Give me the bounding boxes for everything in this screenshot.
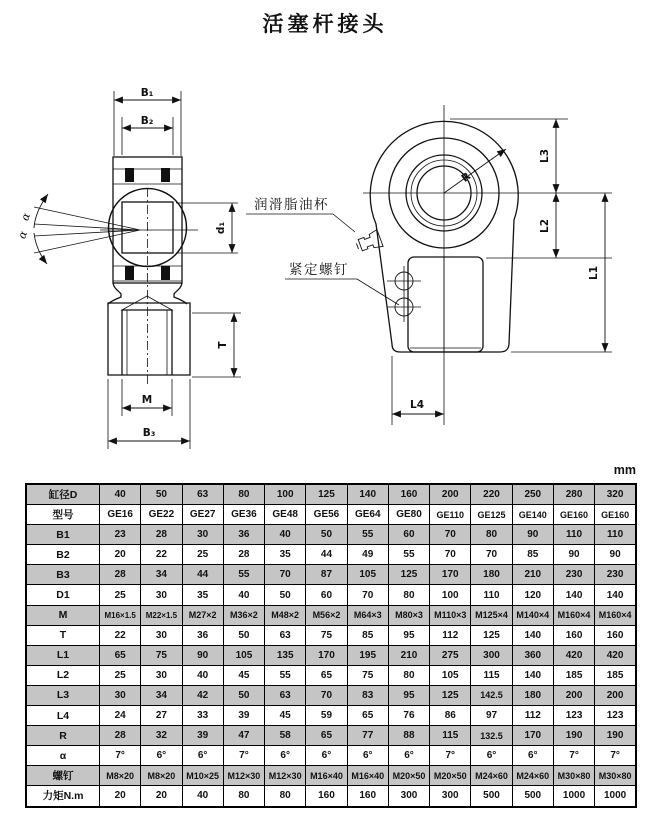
seal	[125, 168, 134, 182]
table-cell: 180	[512, 685, 553, 705]
table-cell: 95	[388, 625, 429, 645]
table-cell: 39	[182, 726, 223, 746]
table-cell: M20×50	[430, 766, 471, 786]
table-cell: 50	[223, 685, 264, 705]
table-cell: 6°	[471, 746, 512, 766]
table-cell: 112	[430, 625, 471, 645]
dim-label-l4: L4	[410, 399, 424, 411]
row-label: α	[26, 746, 100, 766]
table-cell: 97	[471, 706, 512, 726]
table-cell: 75	[141, 645, 182, 665]
table-row	[26, 605, 636, 625]
table-cell: 142.5	[471, 685, 512, 705]
table-cell: 160	[595, 625, 636, 645]
table-cell: 28	[141, 525, 182, 545]
table-cell: 50	[306, 525, 347, 545]
table-cell: 80	[388, 585, 429, 605]
table-cell: 25	[182, 545, 223, 565]
table-cell: 63	[265, 625, 306, 645]
table-cell: 50	[265, 585, 306, 605]
table-cell: 33	[182, 706, 223, 726]
table-cell: 70	[471, 545, 512, 565]
table-cell: 30	[182, 525, 223, 545]
table-cell: 76	[388, 706, 429, 726]
table-cell: 70	[306, 685, 347, 705]
row-label: L1	[26, 645, 100, 665]
table-cell: 34	[141, 565, 182, 585]
table-cell: 180	[471, 565, 512, 585]
table-cell: GE16	[100, 505, 141, 525]
table-cell: 60	[306, 585, 347, 605]
table-cell: 125	[430, 685, 471, 705]
table-cell: 34	[141, 685, 182, 705]
row-label: L3	[26, 685, 100, 705]
table-cell: M48×2	[265, 605, 306, 625]
table-cell: 20	[141, 786, 182, 807]
swing-angle	[15, 194, 140, 264]
table-cell: 49	[347, 545, 388, 565]
table-cell: 32	[141, 726, 182, 746]
table-cell: 300	[430, 786, 471, 807]
table-cell: 140	[595, 585, 636, 605]
table-row	[26, 786, 636, 807]
table-cell: 44	[306, 545, 347, 565]
table-cell: 105	[347, 565, 388, 585]
table-cell: M24×60	[471, 766, 512, 786]
table-cell: 36	[223, 525, 264, 545]
table-cell: 86	[430, 706, 471, 726]
table-cell: 40	[182, 665, 223, 685]
table-cell: 90	[595, 545, 636, 565]
dim-label-alpha-lower: α	[15, 229, 31, 241]
set-screw-callout: 紧定螺钉	[289, 262, 349, 277]
table-cell: 110	[471, 585, 512, 605]
table-cell: GE125	[471, 505, 512, 525]
table-cell: 170	[430, 565, 471, 585]
table-cell: 70	[430, 525, 471, 545]
table-cell: 125	[306, 484, 347, 505]
table-cell: 190	[595, 726, 636, 746]
row-label: B3	[26, 565, 100, 585]
table-cell: 55	[388, 545, 429, 565]
table-cell: 50	[223, 625, 264, 645]
table-cell: 65	[100, 645, 141, 665]
table-cell: 420	[595, 645, 636, 665]
table-cell: 90	[512, 525, 553, 545]
table-cell: 250	[512, 484, 553, 505]
table-cell: 87	[306, 565, 347, 585]
table-cell: 105	[223, 645, 264, 665]
table-cell: 50	[141, 484, 182, 505]
dim-label-d1: d₁	[215, 221, 227, 235]
table-cell: GE160	[595, 505, 636, 525]
table-row	[26, 625, 636, 645]
table-cell: M12×30	[265, 766, 306, 786]
table-cell: 25	[100, 585, 141, 605]
table-cell: 200	[595, 685, 636, 705]
table-cell: 7°	[430, 746, 471, 766]
row-label: 力矩N.m	[26, 786, 100, 807]
table-cell: GE56	[306, 505, 347, 525]
leader-line	[357, 279, 399, 305]
table-cell: 6°	[306, 746, 347, 766]
table-cell: M8×20	[141, 766, 182, 786]
table-cell: 75	[347, 665, 388, 685]
seal	[161, 266, 170, 280]
table-cell: M160×4	[553, 605, 594, 625]
row-label: D1	[26, 585, 100, 605]
table-cell: 190	[553, 726, 594, 746]
table-cell: 90	[182, 645, 223, 665]
row-label: L4	[26, 706, 100, 726]
table-cell: 140	[512, 665, 553, 685]
table-cell: 6°	[265, 746, 306, 766]
clamp-block	[408, 257, 483, 352]
table-cell: 20	[100, 786, 141, 807]
table-cell: 6°	[141, 746, 182, 766]
table-cell: 28	[100, 565, 141, 585]
table-cell: M24×60	[512, 766, 553, 786]
table-cell: 280	[553, 484, 594, 505]
table-row	[26, 484, 636, 505]
table-cell: M16×1.5	[100, 605, 141, 625]
table-cell: 70	[430, 545, 471, 565]
table-cell: 30	[141, 585, 182, 605]
table-cell: 140	[553, 585, 594, 605]
dim-label-l2: L2	[539, 219, 551, 233]
table-cell: GE140	[512, 505, 553, 525]
table-cell: 35	[182, 585, 223, 605]
table-cell: M110×3	[430, 605, 471, 625]
table-cell: 123	[595, 706, 636, 726]
table-cell: 42	[182, 685, 223, 705]
table-cell: 40	[265, 525, 306, 545]
table-cell: 22	[141, 545, 182, 565]
table-cell: 36	[182, 625, 223, 645]
row-label: M	[26, 605, 100, 625]
table-cell: 360	[512, 645, 553, 665]
table-cell: 6°	[512, 746, 553, 766]
table-cell: 90	[553, 545, 594, 565]
table-cell: 30	[100, 685, 141, 705]
table-cell: 80	[223, 786, 264, 807]
table-row	[26, 525, 636, 545]
table-cell: M20×50	[388, 766, 429, 786]
table-cell: 65	[306, 665, 347, 685]
table-cell: 55	[347, 525, 388, 545]
table-cell: GE22	[141, 505, 182, 525]
row-label: 型号	[26, 505, 100, 525]
dim-label-t: T	[217, 341, 229, 349]
row-label: B2	[26, 545, 100, 565]
table-cell: GE27	[182, 505, 223, 525]
table-cell: 30	[141, 665, 182, 685]
table-cell: 420	[553, 645, 594, 665]
dim-label-alpha-upper: α	[18, 211, 34, 223]
table-cell: 115	[471, 665, 512, 685]
table-cell: 27	[141, 706, 182, 726]
table-cell: 160	[306, 786, 347, 807]
seal	[125, 266, 134, 280]
dim-label-b3: B₃	[142, 427, 156, 439]
table-cell: 63	[265, 685, 306, 705]
table-cell: 85	[512, 545, 553, 565]
dim-label-b1: B₁	[140, 87, 154, 99]
spec-table	[25, 483, 637, 808]
table-cell: 7°	[553, 746, 594, 766]
table-row	[26, 505, 636, 525]
table-row	[26, 726, 636, 746]
dim-label-l3: L3	[539, 149, 551, 163]
table-cell: 40	[100, 484, 141, 505]
table-cell: 80	[471, 525, 512, 545]
table-cell: 110	[595, 525, 636, 545]
dim-label-r: R	[459, 170, 474, 185]
table-cell: 7°	[595, 746, 636, 766]
table-cell: 30	[141, 625, 182, 645]
table-cell: 25	[100, 665, 141, 685]
table-cell: 6°	[347, 746, 388, 766]
table-cell: M22×1.5	[141, 605, 182, 625]
table-cell: 210	[512, 565, 553, 585]
table-cell: M10×25	[182, 766, 223, 786]
table-cell: 85	[347, 625, 388, 645]
table-cell: 45	[265, 706, 306, 726]
table-cell: 44	[182, 565, 223, 585]
table-cell: 123	[553, 706, 594, 726]
table-cell: M8×20	[100, 766, 141, 786]
table-cell: M140×4	[512, 605, 553, 625]
table-cell: M36×2	[223, 605, 264, 625]
table-cell: M30×80	[553, 766, 594, 786]
table-cell: 28	[223, 545, 264, 565]
table-cell: 59	[306, 706, 347, 726]
row-label: L2	[26, 665, 100, 685]
table-cell: 125	[471, 625, 512, 645]
unit-label: mm	[613, 463, 636, 477]
seal	[161, 168, 170, 182]
table-cell: 105	[430, 665, 471, 685]
table-row	[26, 585, 636, 605]
table-row	[26, 685, 636, 705]
right-view-drawing	[246, 105, 612, 425]
table-cell: 185	[553, 665, 594, 685]
table-row	[26, 565, 636, 585]
row-label: 缸径D	[26, 484, 100, 505]
dim-label-l1: L1	[588, 266, 600, 280]
table-cell: 63	[182, 484, 223, 505]
row-label: 螺钉	[26, 766, 100, 786]
table-cell: M80×3	[388, 605, 429, 625]
grease-cup-callout: 润滑脂油杯	[254, 197, 329, 212]
table-cell: GE160	[553, 505, 594, 525]
table-cell: 320	[595, 484, 636, 505]
table-row	[26, 545, 636, 565]
socket-section	[108, 303, 190, 375]
table-cell: 47	[223, 726, 264, 746]
table-cell: 70	[265, 565, 306, 585]
table-cell: 170	[306, 645, 347, 665]
table-cell: 35	[265, 545, 306, 565]
table-cell: 132.5	[471, 726, 512, 746]
table-cell: 40	[223, 585, 264, 605]
table-cell: 100	[265, 484, 306, 505]
table-row	[26, 706, 636, 726]
table-cell: 40	[182, 786, 223, 807]
table-cell: 135	[265, 645, 306, 665]
left-view-drawing	[15, 87, 241, 449]
table-cell: 1000	[595, 786, 636, 807]
table-cell: 55	[265, 665, 306, 685]
table-cell: M16×40	[347, 766, 388, 786]
table-cell: 170	[512, 726, 553, 746]
table-cell: 125	[388, 565, 429, 585]
table-cell: 120	[512, 585, 553, 605]
table-cell: 300	[471, 645, 512, 665]
table-cell: 65	[347, 706, 388, 726]
table-cell: 70	[347, 585, 388, 605]
table-cell: 160	[388, 484, 429, 505]
table-cell: 110	[553, 525, 594, 545]
table-cell: M30×80	[595, 766, 636, 786]
table-cell: M12×30	[223, 766, 264, 786]
table-cell: 23	[100, 525, 141, 545]
table-cell: 83	[347, 685, 388, 705]
table-cell: 95	[388, 685, 429, 705]
table-cell: 230	[595, 565, 636, 585]
table-cell: M56×2	[306, 605, 347, 625]
table-cell: GE48	[265, 505, 306, 525]
table-cell: 300	[388, 786, 429, 807]
table-cell: GE36	[223, 505, 264, 525]
table-cell: 6°	[182, 746, 223, 766]
table-cell: 1000	[553, 786, 594, 807]
row-label: B1	[26, 525, 100, 545]
table-row	[26, 665, 636, 685]
table-cell: 22	[100, 625, 141, 645]
table-cell: 500	[471, 786, 512, 807]
table-cell: 7°	[100, 746, 141, 766]
table-cell: 60	[388, 525, 429, 545]
dim-label-b2: B₂	[140, 115, 154, 127]
table-row	[26, 645, 636, 665]
table-cell: 200	[430, 484, 471, 505]
table-cell: 275	[430, 645, 471, 665]
row-label: R	[26, 726, 100, 746]
table-cell: 220	[471, 484, 512, 505]
table-cell: 160	[347, 786, 388, 807]
table-cell: 20	[100, 545, 141, 565]
table-cell: GE80	[388, 505, 429, 525]
table-cell: GE64	[347, 505, 388, 525]
table-cell: M160×4	[595, 605, 636, 625]
page-title: 活塞杆接头	[262, 12, 388, 36]
table-cell: M16×40	[306, 766, 347, 786]
table-cell: 75	[306, 625, 347, 645]
table-cell: 80	[265, 786, 306, 807]
table-cell: 140	[347, 484, 388, 505]
table-cell: 77	[347, 726, 388, 746]
table-cell: M64×3	[347, 605, 388, 625]
table-cell: 112	[512, 706, 553, 726]
table-row	[26, 746, 636, 766]
leader-line	[333, 214, 355, 232]
table-cell: 195	[347, 645, 388, 665]
table-cell: 80	[388, 665, 429, 685]
table-cell: M27×2	[182, 605, 223, 625]
table-cell: 100	[430, 585, 471, 605]
table-cell: 6°	[388, 746, 429, 766]
table-cell: 45	[223, 665, 264, 685]
table-cell: 210	[388, 645, 429, 665]
table-cell: 500	[512, 786, 553, 807]
table-cell: 115	[430, 726, 471, 746]
table-cell: GE110	[430, 505, 471, 525]
table-row	[26, 766, 636, 786]
table-cell: 80	[223, 484, 264, 505]
table-cell: M125×4	[471, 605, 512, 625]
table-cell: 200	[553, 685, 594, 705]
table-cell: 185	[595, 665, 636, 685]
table-cell: 7°	[223, 746, 264, 766]
table-cell: 55	[223, 565, 264, 585]
table-cell: 88	[388, 726, 429, 746]
table-cell: 28	[100, 726, 141, 746]
table-cell: 24	[100, 706, 141, 726]
dim-label-m: M	[141, 394, 153, 406]
table-cell: 65	[306, 726, 347, 746]
table-cell: 58	[265, 726, 306, 746]
table-cell: 160	[553, 625, 594, 645]
table-cell: 230	[553, 565, 594, 585]
row-label: T	[26, 625, 100, 645]
table-cell: 39	[223, 706, 264, 726]
table-cell: 140	[512, 625, 553, 645]
